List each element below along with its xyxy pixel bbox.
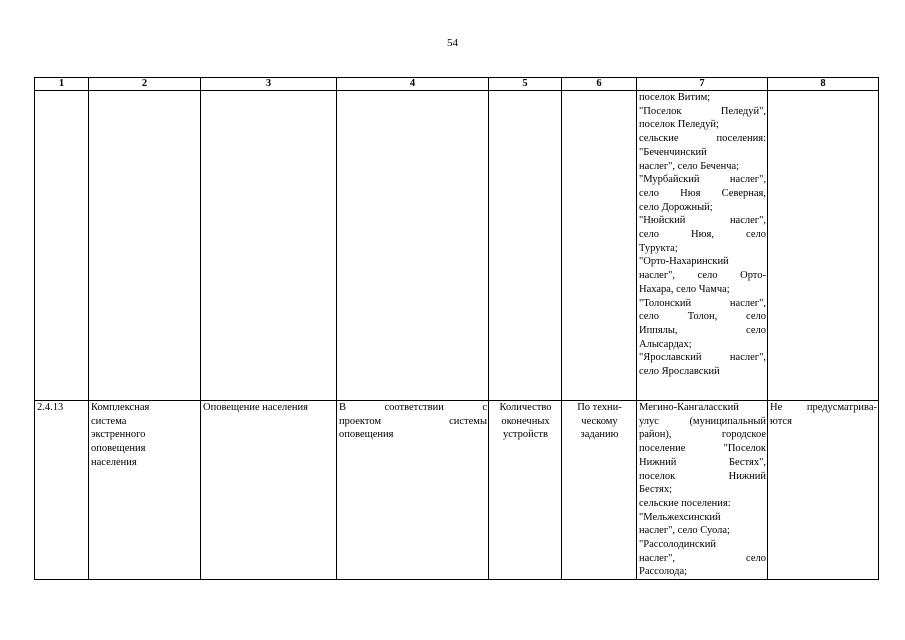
cell-text-line: "Поселок Пеледуй",	[639, 105, 766, 117]
column-header: 6	[562, 78, 637, 91]
cell-text-line: система	[91, 415, 127, 427]
cell-text-line: сельские поселения:	[639, 497, 731, 509]
cell-text-line: "Толонский наслег",	[639, 297, 766, 309]
cell-text-line: поселение "Поселок	[639, 443, 766, 455]
table-row	[35, 401, 879, 580]
cell-text-line: поселок Витим;	[639, 92, 711, 103]
cell-text-line: Рассолода;	[639, 566, 688, 578]
cell-text-line: село Нюя, село	[639, 229, 766, 241]
cell-text-line: оповещения	[91, 443, 146, 455]
page-number: 54	[447, 37, 458, 49]
cell-text-line: село Толон, село	[639, 311, 766, 323]
cell-empty	[489, 91, 562, 401]
cell-text-line: Комплексная	[91, 402, 150, 413]
cell-text-line: "Орто-Нахаринский	[639, 256, 729, 268]
cell-text-line: Бестях;	[639, 484, 673, 496]
cell-text-line: населения	[91, 456, 137, 468]
column-header: 2	[89, 78, 201, 91]
cell-text-line: ются	[770, 415, 792, 427]
cell-text-line: Иппялы, село	[639, 324, 766, 336]
cell-text-line: сельские поселения:	[639, 133, 766, 145]
cell-text-line: "Мурбайский наслег",	[639, 174, 766, 186]
cell-text-line: улус (муниципальный	[639, 415, 766, 427]
cell-text-line: экстренного	[91, 429, 146, 441]
cell-text-line: По техни-	[577, 402, 622, 413]
cell-quantity	[489, 401, 562, 580]
cell-item-number: 2.4.13	[35, 401, 89, 580]
column-header: 5	[489, 78, 562, 91]
cell-empty	[89, 91, 201, 401]
cell-text-line: "Рассолодинский	[639, 539, 716, 551]
cell-text-line: "Нюйский наслег",	[639, 215, 766, 227]
cell-text-line: Мегино-Кангаласский	[639, 402, 739, 413]
cell-empty	[35, 91, 89, 401]
cell-text-line: устройств	[503, 429, 548, 441]
cell-text-line: село Ярославский	[639, 366, 720, 378]
cell-text-line: наслег", село Беченча;	[639, 160, 740, 172]
cell-text-line: Не предусматрива-	[770, 402, 877, 413]
cell-text-line: Турукта;	[639, 242, 678, 254]
cell-settlements-continued	[637, 91, 768, 401]
cell-text-line: оповещения	[339, 429, 394, 441]
cell-specification	[562, 401, 637, 580]
cell-text-line: оконечных	[501, 415, 550, 427]
cell-text-line: наслег", село	[639, 552, 766, 564]
column-header: 4	[337, 78, 489, 91]
cell-text-line: Алысардах;	[639, 338, 692, 350]
cell-text-line: поселок Пеледуй;	[639, 119, 719, 131]
cell-empty	[201, 91, 337, 401]
cell-text-line: Количество	[499, 402, 552, 413]
cell-empty	[337, 91, 489, 401]
header-row	[35, 78, 879, 91]
cell-purpose: Оповещение населения	[201, 401, 337, 580]
cell-text-line: село Нюя Северная,	[639, 187, 766, 199]
cell-empty	[768, 91, 879, 401]
cell-text-line: село Дорожный;	[639, 201, 713, 213]
data-table	[34, 77, 879, 580]
cell-text-line: ческому	[581, 415, 618, 427]
cell-text-line: В соответствии с	[339, 402, 487, 413]
cell-text-line: Нахара, село Чамча;	[639, 283, 730, 295]
cell-text-line: поселок Нижний	[639, 470, 766, 482]
cell-empty	[562, 91, 637, 401]
cell-text-line: Нижний Бестях",	[639, 456, 766, 468]
column-header: 1	[35, 78, 89, 91]
cell-location	[637, 401, 768, 580]
cell-characteristics	[337, 401, 489, 580]
table-row-continued	[35, 91, 879, 401]
cell-note	[768, 401, 879, 580]
cell-text-line: заданию	[580, 429, 619, 441]
cell-text-line: район), городское	[639, 429, 766, 441]
cell-object-name	[89, 401, 201, 580]
cell-text-line: "Беченчинский	[639, 146, 707, 158]
cell-text-line: проектом системы	[339, 415, 487, 427]
column-header: 7	[637, 78, 768, 91]
cell-text-line: "Ярославский наслег",	[639, 352, 766, 364]
column-header: 3	[201, 78, 337, 91]
cell-text-line: "Мельжехсинский	[639, 511, 721, 523]
column-header: 8	[768, 78, 879, 91]
cell-text-line: наслег", село Орто-	[639, 270, 766, 282]
cell-text-line: наслег", село Суола;	[639, 525, 730, 537]
